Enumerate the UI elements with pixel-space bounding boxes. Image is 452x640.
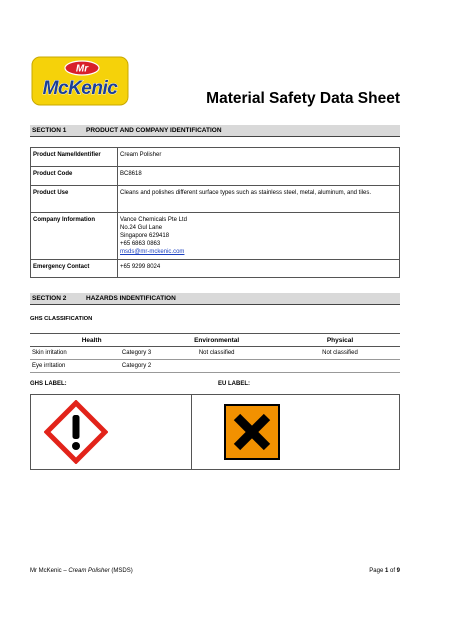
page-word: Page xyxy=(369,568,385,574)
row-label: Product Code xyxy=(31,167,118,186)
section-1-number: SECTION 1 xyxy=(32,127,67,134)
column-header-environmental: Environmental xyxy=(153,334,280,347)
environmental-value: Not classified xyxy=(153,347,280,360)
footer-product-name: Cream Polisher xyxy=(68,568,110,574)
section-1-header xyxy=(30,125,400,137)
company-phone: +65 6863 0863 xyxy=(120,241,161,247)
physical-value: Not classified xyxy=(280,347,400,360)
physical-value xyxy=(280,360,400,373)
page-total: 9 xyxy=(396,568,400,574)
company-address-line: No.24 Gul Lane xyxy=(120,225,163,231)
label-box-divider xyxy=(191,395,192,469)
table-row xyxy=(31,213,400,260)
footer-brand: Mr McKenic – xyxy=(30,568,69,574)
ghs-label-heading: GHS LABEL: xyxy=(30,381,67,387)
ghs-exclamation-mark-icon xyxy=(44,400,108,464)
section-2-header xyxy=(30,293,400,305)
hazard-name: Eye irritation xyxy=(30,360,92,373)
table-row xyxy=(31,186,400,213)
ghs-classification-heading: GHS CLASSIFICATION xyxy=(30,316,93,322)
environmental-value xyxy=(153,360,280,373)
table-row xyxy=(31,260,400,278)
section-2-title: HAZARDS INDENTIFICATION xyxy=(86,295,176,302)
page-number xyxy=(369,568,400,574)
product-name-value: Cream Polisher xyxy=(118,148,400,167)
row-label: Product Use xyxy=(31,186,118,213)
eu-harmful-irritant-cross-icon xyxy=(224,404,280,460)
footer-document-name xyxy=(30,568,133,574)
hazard-category: Category 3 xyxy=(92,347,154,360)
footer-doc-type: (MSDS) xyxy=(109,568,133,574)
page-current: 1 xyxy=(384,568,389,574)
row-label: Product Name/Identifier xyxy=(31,148,118,167)
company-logo xyxy=(30,55,130,107)
section-2-number: SECTION 2 xyxy=(32,295,67,302)
product-use-value: Cleans and polishes different surface types such as stainless steel, metal, aluminum, and tiles. xyxy=(118,186,400,213)
row-label: Company Information xyxy=(31,213,118,260)
company-email-link[interactable]: msds@mr-mckenic.com xyxy=(120,249,185,255)
logo-main-text: McKenic xyxy=(42,78,118,99)
table-row xyxy=(30,347,400,360)
table-header-row xyxy=(30,334,400,347)
row-label: Emergency Contact xyxy=(31,260,118,278)
company-name: Vance Chemicals Pte Ltd xyxy=(120,217,187,223)
section-1-title: PRODUCT AND COMPANY IDENTIFICATION xyxy=(86,127,222,134)
table-row xyxy=(31,148,400,167)
hazard-category: Category 2 xyxy=(92,360,154,373)
company-info-value xyxy=(118,213,400,260)
table-row xyxy=(31,167,400,186)
hazard-classification-table xyxy=(30,333,400,373)
page-of: of xyxy=(388,568,397,574)
table-row xyxy=(30,360,400,373)
product-code-value: BC8618 xyxy=(118,167,400,186)
page-title: Material Safety Data Sheet xyxy=(206,90,400,107)
eu-label-heading: EU LABEL: xyxy=(218,381,250,387)
company-address-line: Singapore 629418 xyxy=(120,233,170,239)
column-header-health: Health xyxy=(30,334,153,347)
column-header-physical: Physical xyxy=(280,334,400,347)
hazard-name: Skin irritation xyxy=(30,347,92,360)
emergency-contact-value: +65 9299 8024 xyxy=(118,260,400,278)
product-identification-table xyxy=(30,147,400,278)
logo-top-text: Mr xyxy=(75,63,89,75)
